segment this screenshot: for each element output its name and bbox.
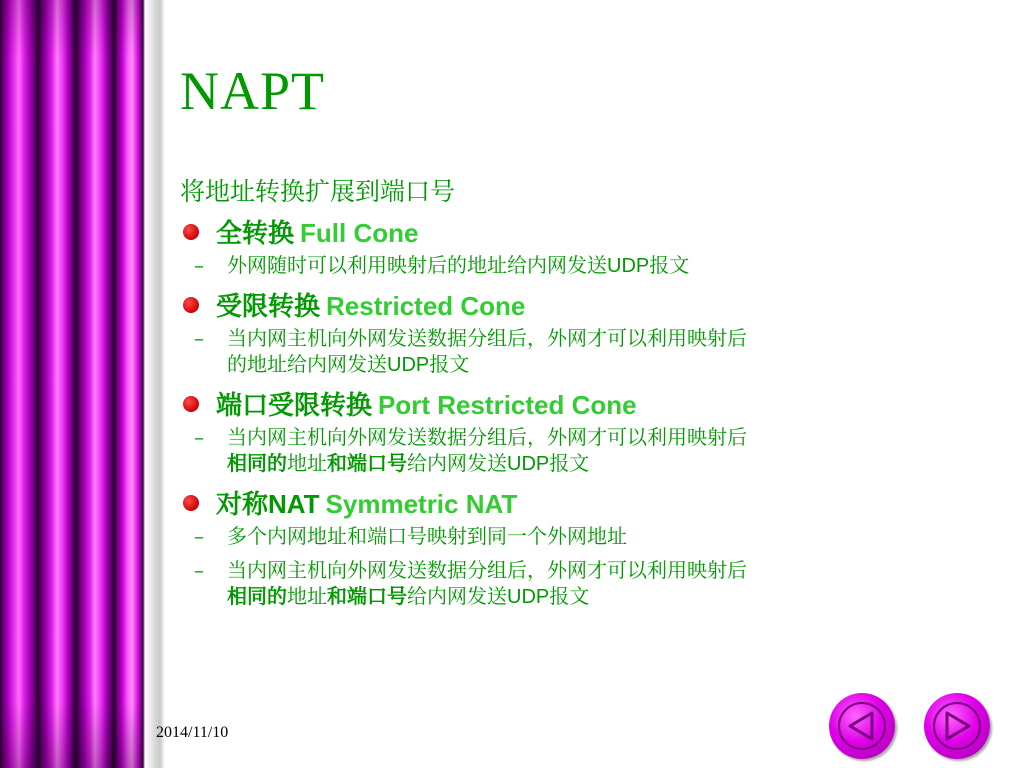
item-title-cn: 受限转换: [216, 292, 321, 322]
sub-bold-1: 相同的: [227, 451, 287, 475]
sub-text: 外网随时可以利用映射后的地址给内网发送: [227, 253, 607, 277]
bullet-icon: [183, 297, 199, 313]
slide-title: NAPT: [180, 61, 326, 121]
sub-text-b: 给内网发送: [407, 584, 507, 608]
bullet-item-symmetric-nat: [180, 485, 1010, 523]
item-title-cn: 端口受限转换: [216, 391, 373, 421]
sub-text: 多个内网地址和端口号映射到同一个外网地址: [227, 524, 627, 548]
item-title-cn: 对称: [216, 490, 269, 520]
bullet-icon: [183, 224, 199, 240]
sub-bold-2: 和端口号: [327, 451, 407, 475]
sub-tail: 报文: [649, 253, 690, 277]
item-title-en: Symmetric NAT: [325, 489, 518, 519]
sub-text: 当内网主机向外网发送数据分组后，外网才可以利用映射后: [227, 425, 747, 449]
dash-icon: –: [194, 524, 204, 548]
triangle-left-icon: [829, 693, 895, 759]
sub-item: [180, 557, 1010, 610]
sub-tail: 报文: [549, 584, 590, 608]
intro-text: 将地址转换扩展到端口号: [180, 177, 456, 206]
sub-text-a: 地址: [287, 584, 327, 608]
sub-item: [180, 252, 1010, 279]
slide-date: 2014/11/10: [156, 724, 229, 741]
dash-icon: –: [194, 425, 204, 449]
sub-text-a: 地址: [287, 451, 327, 475]
sub-udp: UDP: [387, 354, 430, 376]
item-title-en: Restricted Cone: [326, 291, 526, 321]
sub-item: [180, 424, 1010, 477]
sub-tail: 报文: [429, 352, 470, 376]
sub-item: [180, 325, 1010, 378]
slide-content: [180, 170, 1010, 618]
sub-udp: UDP: [607, 255, 650, 277]
dash-icon: –: [194, 558, 204, 582]
sub-udp: UDP: [507, 453, 550, 475]
sub-text: 当内网主机向外网发送数据分组后，外网才可以利用映射后: [227, 558, 747, 582]
dash-icon: –: [194, 326, 204, 350]
item-title-cn: 全转换: [216, 219, 295, 249]
sub-bold-1: 相同的: [227, 584, 287, 608]
bullet-icon: [183, 396, 199, 412]
sub-udp: UDP: [507, 586, 550, 608]
sub-text: 当内网主机向外网发送数据分组后，外网才可以利用映射后: [227, 326, 747, 350]
triangle-right-icon: [924, 693, 990, 759]
decorative-stripes: [0, 0, 165, 768]
sub-text-b: 给内网发送: [407, 451, 507, 475]
bullet-item-restricted-cone: [180, 287, 1010, 325]
item-title-en: Full Cone: [300, 218, 419, 248]
sub-item: [180, 523, 1010, 549]
bullet-icon: [183, 495, 199, 511]
dash-icon: –: [194, 253, 204, 277]
item-title-cn-nat: NAT: [268, 489, 320, 519]
bullet-item-full-cone: [180, 214, 1010, 252]
next-slide-button[interactable]: [924, 693, 990, 759]
sub-bold-2: 和端口号: [327, 584, 407, 608]
bullet-item-port-restricted-cone: [180, 386, 1010, 424]
item-title-en: Port Restricted Cone: [378, 390, 637, 420]
sub-tail: 报文: [549, 451, 590, 475]
previous-slide-button[interactable]: [829, 693, 895, 759]
sub-text-2: 的地址给内网发送: [227, 352, 387, 376]
